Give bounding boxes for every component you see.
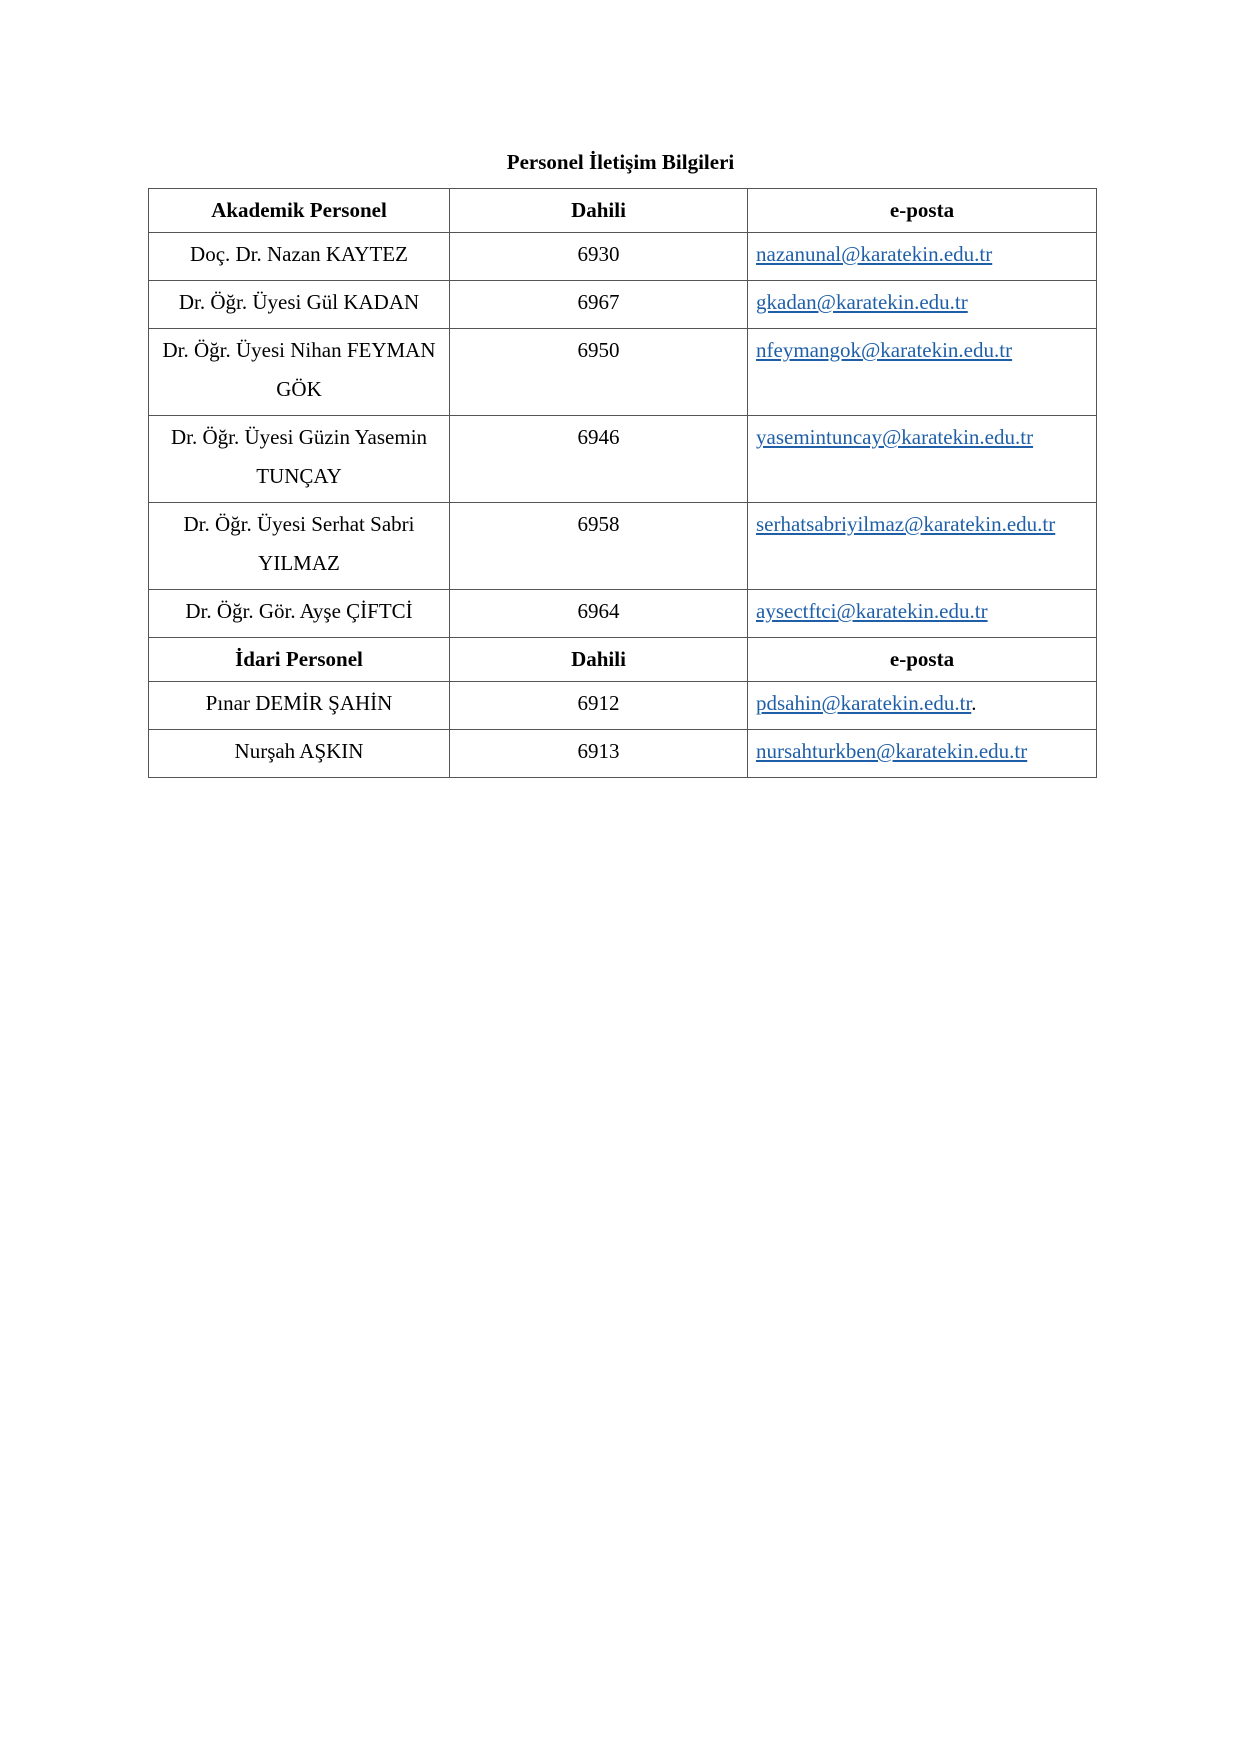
staff-extension: 6930: [450, 233, 748, 281]
staff-email-cell: [748, 281, 1097, 329]
staff-name: Dr. Öğr. Üyesi Güzin Yasemin TUNÇAY: [149, 416, 450, 503]
page-title: Personel İletişim Bilgileri: [506, 150, 735, 174]
staff-name: Dr. Öğr. Gör. Ayşe ÇİFTCİ: [149, 590, 450, 638]
table-row: [149, 503, 1097, 590]
staff-extension: 6967: [450, 281, 748, 329]
table-row: [149, 281, 1097, 329]
staff-email-cell: [748, 329, 1097, 416]
staff-email-cell: [748, 503, 1097, 590]
staff-name: Dr. Öğr. Üyesi Nihan FEYMAN GÖK: [149, 329, 450, 416]
staff-extension: 6964: [450, 590, 748, 638]
column-header-email: e-posta: [748, 189, 1097, 233]
staff-email-cell: [748, 730, 1097, 778]
table-row: [149, 416, 1097, 503]
email-link[interactable]: nursahturkben@karatekin.edu.tr: [756, 739, 1028, 763]
staff-name: Doç. Dr. Nazan KAYTEZ: [149, 233, 450, 281]
column-header-name: İdari Personel: [149, 638, 450, 682]
staff-name: Dr. Öğr. Üyesi Serhat Sabri YILMAZ: [149, 503, 450, 590]
column-header-name: Akademik Personel: [149, 189, 450, 233]
staff-email-cell: [748, 416, 1097, 503]
contact-table: [148, 188, 1097, 778]
table-row: [149, 233, 1097, 281]
staff-name: Dr. Öğr. Üyesi Gül KADAN: [149, 281, 450, 329]
email-link[interactable]: aysectftci@karatekin.edu.tr: [756, 599, 988, 623]
staff-email-cell: [748, 233, 1097, 281]
email-link[interactable]: nfeymangok@karatekin.edu.tr: [756, 338, 1013, 362]
email-link[interactable]: serhatsabriyilmaz@karatekin.edu.tr: [756, 512, 1056, 536]
staff-extension: 6958: [450, 503, 748, 590]
staff-email-cell: [748, 590, 1097, 638]
column-header-extension: Dahili: [450, 638, 748, 682]
table-row: [149, 590, 1097, 638]
column-header-email: e-posta: [748, 638, 1097, 682]
staff-extension: 6913: [450, 730, 748, 778]
email-trailing-period: .: [971, 691, 977, 715]
table-row: [149, 329, 1097, 416]
staff-email-cell: [748, 682, 1097, 730]
table-row: [149, 682, 1097, 730]
email-link[interactable]: nazanunal@karatekin.edu.tr: [756, 242, 993, 266]
staff-name: Pınar DEMİR ŞAHİN: [149, 682, 450, 730]
column-header-extension: Dahili: [450, 189, 748, 233]
email-link[interactable]: pdsahin@karatekin.edu.tr: [756, 691, 972, 715]
email-link[interactable]: gkadan@karatekin.edu.tr: [756, 290, 968, 314]
staff-extension: 6946: [450, 416, 748, 503]
table-row: [149, 730, 1097, 778]
section-header-academic: [149, 189, 1097, 233]
section-header-administrative: [149, 638, 1097, 682]
staff-name: Nurşah AŞKIN: [149, 730, 450, 778]
staff-extension: 6912: [450, 682, 748, 730]
email-link[interactable]: yasemintuncay@karatekin.edu.tr: [756, 425, 1034, 449]
staff-extension: 6950: [450, 329, 748, 416]
